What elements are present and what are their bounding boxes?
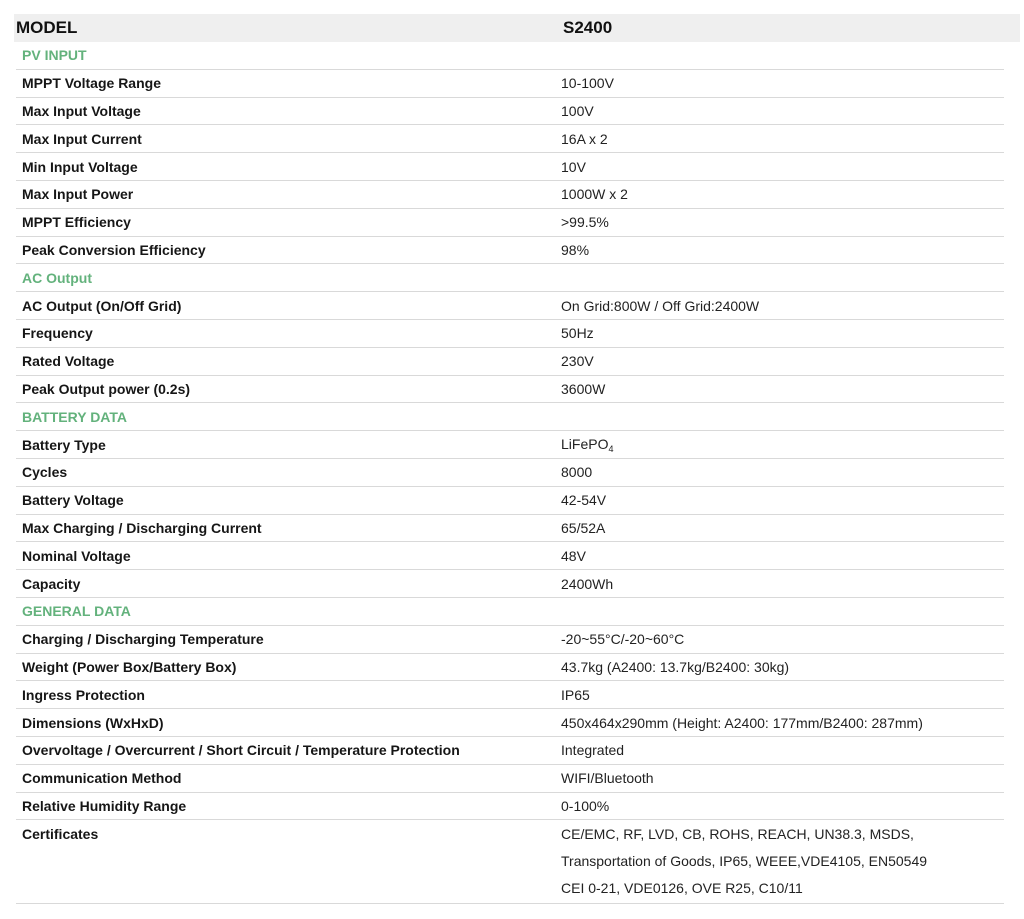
section-ac-output (16, 264, 1004, 292)
section-pv-input (16, 42, 1004, 70)
section-title: PV INPUT (22, 47, 87, 64)
spec-value: 10V (561, 158, 586, 175)
model-header-row (14, 14, 1020, 42)
spec-value: 230V (561, 353, 594, 370)
spec-value: 1000W x 2 (561, 186, 628, 203)
spec-row (16, 292, 1004, 320)
spec-label: Charging / Discharging Temperature (22, 631, 264, 648)
spec-row (16, 181, 1004, 209)
spec-value: 98% (561, 241, 590, 258)
spec-row (16, 376, 1004, 404)
spec-row (16, 237, 1004, 265)
spec-value: 100V (561, 102, 594, 119)
spec-row (16, 209, 1004, 237)
spec-label: Cycles (22, 464, 68, 481)
spec-label: Max Input Voltage (22, 102, 141, 119)
spec-label: Min Input Voltage (22, 158, 138, 175)
spec-value: 43.7kg (A2400: 13.7kg/B2400: 30kg) (561, 658, 790, 675)
spec-row (16, 570, 1004, 598)
section-general-data (16, 598, 1004, 626)
model-value: S2400 (563, 18, 613, 37)
spec-row (16, 709, 1004, 737)
spec-label: Overvoltage / Overcurrent / Short Circuit / Temperature Protection (22, 742, 460, 759)
spec-row (16, 515, 1004, 543)
spec-row (16, 737, 1004, 765)
spec-row (16, 626, 1004, 654)
certificates-line: CE/EMC, RF, LVD, CB, ROHS, REACH, UN38.3, MSDS, (561, 826, 914, 843)
spec-value: >99.5% (561, 214, 609, 231)
spec-value (561, 436, 613, 454)
spec-label: Max Input Current (22, 130, 142, 147)
spec-label: Nominal Voltage (22, 547, 131, 564)
spec-label: Relative Humidity Range (22, 797, 187, 814)
spec-label: Peak Output power (0.2s) (22, 380, 191, 397)
spec-value: Integrated (561, 742, 625, 759)
spec-label: Max Charging / Discharging Current (22, 519, 262, 536)
section-title: BATTERY DATA (22, 408, 127, 425)
spec-value: IP65 (561, 686, 590, 703)
spec-label: Max Input Power (22, 186, 134, 203)
spec-row (16, 153, 1004, 181)
spec-row (16, 125, 1004, 153)
certificates-line: CEI 0-21, VDE0126, OVE R25, C10/11 (561, 880, 803, 897)
spec-row (16, 431, 1004, 459)
spec-value: 50Hz (561, 325, 594, 342)
certificates-value (561, 820, 927, 902)
certificates-line: Transportation of Goods, IP65, WEEE,VDE4105, EN50549 (561, 853, 928, 870)
spec-row (16, 654, 1004, 682)
spec-row (16, 487, 1004, 515)
spec-value: 3600W (561, 380, 606, 397)
spec-row (16, 765, 1004, 793)
spec-value: -20~55°C/-20~60°C (561, 631, 685, 648)
spec-value: 450x464x290mm (Height: A2400: 177mm/B2400: 287mm) (561, 714, 923, 731)
spec-value: WIFI/Bluetooth (561, 770, 654, 787)
spec-value: 8000 (561, 464, 593, 481)
battery-type-text: LiFePO (561, 435, 609, 452)
spec-value: 42-54V (561, 492, 607, 509)
section-battery-data (16, 403, 1004, 431)
spec-row (16, 98, 1004, 126)
spec-label: Communication Method (22, 770, 182, 787)
spec-table (14, 14, 1020, 904)
spec-label: Battery Voltage (22, 492, 124, 509)
spec-label: MPPT Voltage Range (22, 75, 161, 92)
spec-label: Dimensions (WxHxD) (22, 714, 164, 731)
spec-label: Capacity (22, 575, 81, 592)
spec-label: Ingress Protection (22, 686, 145, 703)
spec-label: Rated Voltage (22, 353, 115, 370)
spec-value: 48V (561, 547, 586, 564)
spec-row (16, 793, 1004, 821)
spec-value: 10-100V (561, 75, 614, 92)
model-label: MODEL (16, 18, 78, 37)
spec-value: 65/52A (561, 519, 606, 536)
spec-label: Frequency (22, 325, 93, 342)
spec-row (16, 542, 1004, 570)
spec-label: Battery Type (22, 436, 106, 453)
spec-label: AC Output (On/Off Grid) (22, 297, 182, 314)
section-title: AC Output (22, 269, 92, 286)
spec-row (16, 320, 1004, 348)
spec-row (16, 681, 1004, 709)
spec-label: Certificates (22, 826, 99, 843)
spec-label: Weight (Power Box/Battery Box) (22, 658, 237, 675)
spec-label: Peak Conversion Efficiency (22, 241, 206, 258)
section-title: GENERAL DATA (22, 603, 131, 620)
spec-value: On Grid:800W / Off Grid:2400W (561, 297, 760, 314)
certificates-row (16, 820, 1004, 904)
spec-value: 16A x 2 (561, 130, 608, 147)
battery-type-subscript: 4 (608, 443, 614, 454)
spec-row (16, 348, 1004, 376)
spec-label: MPPT Efficiency (22, 214, 131, 231)
spec-row (16, 459, 1004, 487)
spec-value: 0-100% (561, 797, 610, 814)
spec-row (16, 70, 1004, 98)
spec-value: 2400Wh (561, 575, 614, 592)
